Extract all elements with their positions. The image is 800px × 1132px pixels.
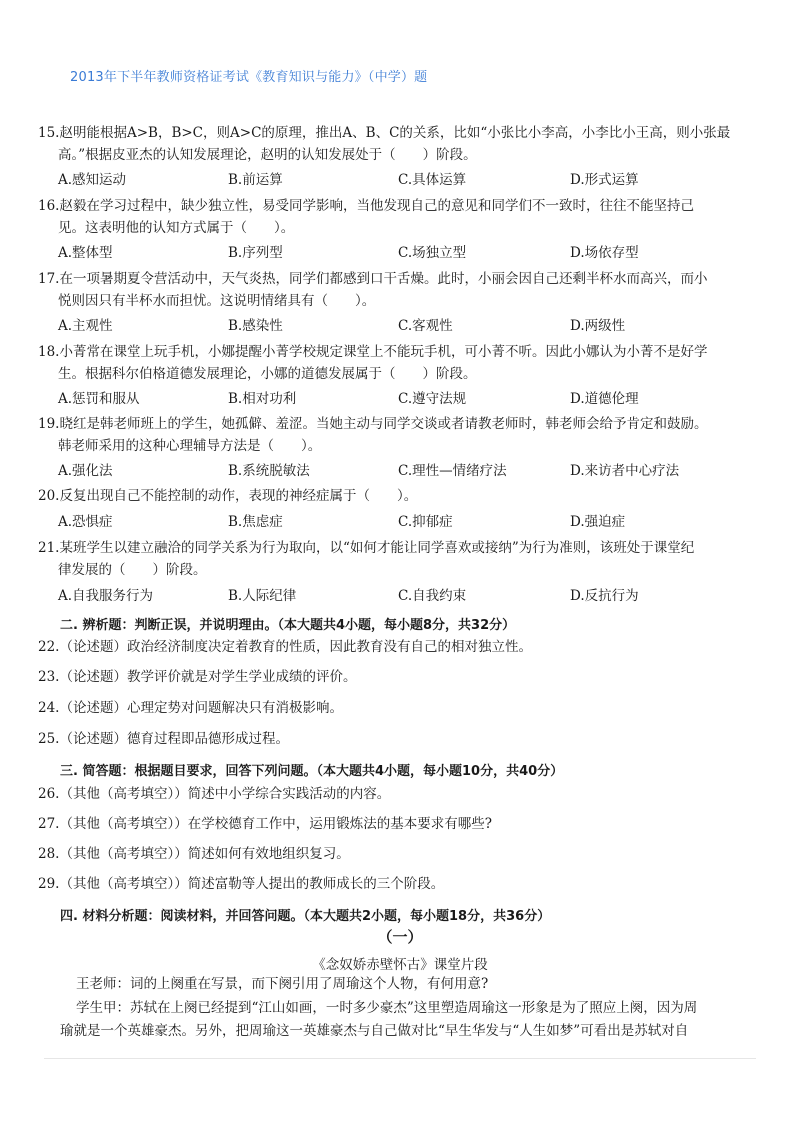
q18-option-b: B.相对功利 [228, 391, 297, 407]
q16-option-b: B.序列型 [228, 245, 283, 261]
question-17-line-2: 悦则因只有半杯水而担忧。这说明情绪具有（ ）。 [58, 293, 376, 309]
q15-option-d: D.形式运算 [570, 172, 639, 188]
q21-option-a: A.自我服务行为 [58, 588, 154, 604]
q20-option-c: C.抑郁症 [398, 514, 453, 530]
q21-option-b: B.人际纪律 [228, 588, 297, 604]
question-19-line-1: 19.晓红是韩老师班上的学生，她孤僻、羞涩。当她主动与同学交谈或者请教老师时，韩老师会给予肯定和鼓励。 [38, 416, 708, 432]
q20-option-a: A.恐惧症 [58, 514, 113, 530]
q18-option-a: A.惩罚和服从 [58, 391, 140, 407]
page-header: 2013年下半年教师资格证考试《教育知识与能力》（中学）题 [70, 70, 428, 85]
question-21-line-1: 21.某班学生以建立融洽的同学关系为行为取向，以“如何才能让同学喜欢或接纳”为行为准则，该班处于课堂纪 [38, 540, 695, 556]
q16-option-c: C.场独立型 [398, 245, 467, 261]
q21-option-d: D.反抗行为 [570, 588, 639, 604]
q19-option-b: B.系统脱敏法 [228, 463, 310, 479]
q15-option-b: B.前运算 [228, 172, 283, 188]
question-27: 27.（其他（高考填空））在学校德育工作中，运用锻炼法的基本要求有哪些? [38, 816, 492, 832]
q19-option-d: D.来访者中心疗法 [570, 463, 680, 479]
question-22: 22.（论述题）政治经济制度决定着教育的性质，因此教育没有自己的相对独立性。 [38, 639, 532, 655]
q21-option-c: C.自我约束 [398, 588, 467, 604]
material-line-1: 王老师：词的上阕重在写景，而下阕引用了周瑜这个人物，有何用意? [76, 976, 489, 992]
q15-option-a: A.感知运动 [58, 172, 127, 188]
question-19-line-2: 韩老师采用的这种心理辅导方法是（ ）。 [58, 438, 322, 454]
section-4-title: 四. 材料分析题：阅读材料，并回答问题。（本大题共2小题，每小题18分，共36分） [60, 909, 551, 924]
question-29: 29.（其他（高考填空））简述富勒等人提出的教师成长的三个阶段。 [38, 876, 445, 892]
question-23: 23.（论述题）教学评价就是对学生学业成绩的评价。 [38, 669, 357, 685]
q17-option-c: C.客观性 [398, 318, 453, 334]
section-3-title: 三. 简答题：根据题目要求，回答下列问题。（本大题共4小题，每小题10分，共40分） [60, 764, 564, 779]
q18-option-c: C.遵守法规 [398, 391, 467, 407]
material-line-2: 学生甲：苏轼在上阕已经提到“江山如画，一时多少豪杰”这里塑造周瑜这一形象是为了照应上阕，因为周 [76, 1000, 698, 1016]
q16-option-a: A.整体型 [58, 245, 113, 261]
q20-option-d: D.强迫症 [570, 514, 626, 530]
q17-option-a: A.主观性 [58, 318, 113, 334]
material-subtitle: 《念奴娇赤壁怀古》课堂片段 [312, 957, 488, 973]
q20-option-b: B.焦虑症 [228, 514, 283, 530]
question-15-line-2: 高。”根据皮亚杰的认知发展理论，赵明的认知发展处于（ ）阶段。 [58, 147, 477, 163]
material-part-label: （一） [377, 928, 423, 946]
question-16-line-2: 见。这表明他的认知方式属于（ ）。 [58, 220, 295, 236]
q19-option-c: C.理性—情绪疗法 [398, 463, 507, 479]
q17-option-d: D.两级性 [570, 318, 626, 334]
question-24: 24.（论述题）心理定势对问题解决只有消极影响。 [38, 700, 343, 716]
q19-option-a: A.强化法 [58, 463, 113, 479]
question-16-line-1: 16.赵毅在学习过程中，缺少独立性，易受同学影响，当他发现自己的意见和同学们不一致时，往往不能坚持己 [38, 198, 694, 214]
question-28: 28.（其他（高考填空））简述如何有效地组织复习。 [38, 846, 350, 862]
q17-option-b: B.感染性 [228, 318, 283, 334]
question-15-line-1: 15.赵明能根据A>B，B>C，则A>C的原理，推出A、B、C的关系，比如“小张比小李高，小李比小王高，则小张最 [38, 125, 731, 141]
q18-option-d: D.道德伦理 [570, 391, 639, 407]
question-26: 26.（其他（高考填空））简述中小学综合实践活动的内容。 [38, 786, 391, 802]
question-21-line-2: 律发展的（ ）阶段。 [58, 562, 207, 578]
question-18-line-2: 生。根据科尔伯格道德发展理论，小娜的道德发展属于（ ）阶段。 [58, 366, 477, 382]
section-2-title: 二. 辨析题：判断正误，并说明理由。（本大题共4小题，每小题8分，共32分） [60, 618, 516, 633]
question-25: 25.（论述题）德育过程即品德形成过程。 [38, 731, 289, 747]
question-17-line-1: 17.在一项暑期夏令营活动中，天气炎热，同学们都感到口干舌燥。此时，小丽会因自己还剩半杯水而高兴，而小 [38, 271, 708, 287]
question-18-line-1: 18.小菁常在课堂上玩手机，小娜提醒小菁学校规定课堂上不能玩手机，可小菁不听。因此小娜认为小菁不是好学 [38, 344, 708, 360]
q16-option-d: D.场依存型 [570, 245, 639, 261]
material-line-3: 瑜就是一个英雄豪杰。另外，把周瑜这一英雄豪杰与自己做对比“早生华发与“人生如梦”可看出是苏轼对自 [60, 1023, 689, 1039]
q15-option-c: C.具体运算 [398, 172, 467, 188]
question-20-line-1: 20.反复出现自己不能控制的动作，表现的神经症属于（ ）。 [38, 488, 418, 504]
bottom-divider [44, 1058, 756, 1059]
